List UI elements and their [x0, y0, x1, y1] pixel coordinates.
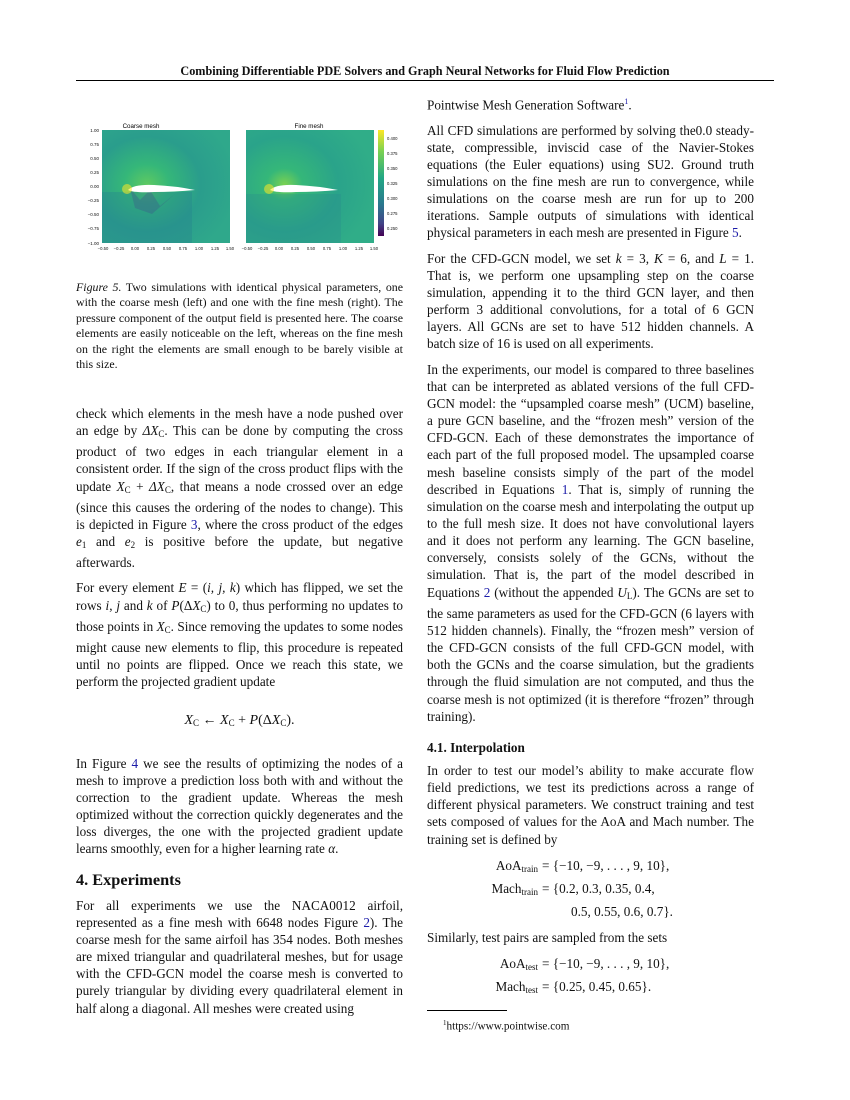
text: . That is, simply of running the simulation on the coarse mesh and interpolating the output up to the full mesh size. It does not have convolutional layers and it does not perform any learning. The GCN baseline, conversely, consists solely of the GCNs, without the simulation. That is, the part of the model described in Equations [427, 481, 755, 600]
fine-low-region [246, 194, 341, 243]
x-tick: 0.00 [130, 246, 140, 251]
text: ). The coarse mesh for the same airfoil has 354 nodes. Both meshes are mixed triangular and quadrilateral meshes, but for usage with the CFD-GCN model the coarse mesh is converted to purely triangular by dividing every quadrilateral element in half along a diagonal. All meshes were created using [76, 914, 404, 1016]
text: For the CFD-GCN model, we set [427, 250, 616, 266]
equation-test-sets: AoAtest = {−10, −9, . . . , 9, 10}, Machtest = {0.25, 0.45, 0.65}. [495, 955, 670, 995]
colorbar [378, 130, 384, 236]
paragraph: All CFD simulations are performed by solving the0.0 steady-state, compressible, inviscid case of the Navier-Stokes equations (the Euler equations) using SU2. Ground truth simulations on the fine mesh are run to convergence, while simulations on the coarse mesh are run for up to 200 iterations. Sample outputs of simulations with identical physical parameters in each mesh are presented in Figure 5. [427, 122, 754, 241]
figure-caption [76, 280, 403, 372]
x-tick: 0.00 [274, 246, 284, 251]
text: All CFD simulations are performed by solving the0.0 steady-state, compressible, inviscid case of the Navier-Stokes equations (the Euler equations) using SU2. Ground truth simulations on the fine mesh are run to convergence, while simulations on the coarse mesh are run for up to 200 iterations. Sample outputs of simulations with identical physical parameters in each mesh are presented in Figure [427, 122, 754, 241]
y-axis-ticks [88, 128, 100, 246]
figure-5 [80, 118, 405, 258]
x-tick: 1.00 [338, 246, 348, 251]
x-tick: 1.50 [369, 246, 379, 251]
x-tick: −0.25 [257, 246, 269, 251]
x-tick: −0.50 [241, 246, 253, 251]
colorbar-tick: 0.400 [387, 136, 398, 141]
figure-caption-text: Two simulations with identical physical parameters, one with the coarse mesh (left) and one with the fine mesh (right). The pressure component of the output field is presented here. The coarse elements are easily noticeable on the left, whereas on the fine mesh on the right the elements are small enough to be barely visible at this size. [76, 280, 404, 372]
panel-right-title: Fine mesh [294, 123, 324, 130]
equation-2-link[interactable]: 2 [483, 584, 491, 600]
text: and [120, 597, 147, 613]
x-tick: 1.25 [210, 246, 220, 251]
x-tick: 0.50 [306, 246, 316, 251]
y-tick: 1.00 [90, 128, 99, 133]
colorbar-tick: 0.275 [387, 211, 398, 216]
y-tick: −0.25 [87, 198, 99, 203]
paragraph: For the CFD-GCN model, we set k = 3, K = 6, and L = 1. That is, we perform one upsampling step on the coarse simulation, appending it to the third GCN layer, and then perform 3 additional convolutions, for a total of 6 GCN layers. All GCNs are set to have 512 hidden channels. A batch size of 16 is used on all experiments. [427, 250, 755, 352]
paragraph: Pointwise Mesh Generation Software$^1$. [427, 97, 632, 113]
y-tick: −0.50 [87, 212, 99, 217]
x-tick: 0.25 [146, 246, 156, 251]
text: For every element [76, 580, 179, 596]
stagnation-fine [264, 184, 274, 194]
x-tick: −0.25 [113, 246, 125, 251]
y-tick: 0.00 [90, 184, 99, 189]
y-tick: −1.00 [87, 241, 99, 246]
text: we see the results of optimizing the nodes of a mesh to improve a prediction loss both with and without the correction to the gradient update. Whereas the mesh optimized without the correction quickly degenerates and the loss diverges, the one with the projected gradient update learns smoothly, even for a higher learning rate [76, 755, 403, 857]
footnote [427, 1015, 754, 1036]
figure-3-link[interactable]: 3 [190, 516, 198, 532]
footnote-marker: 1 [443, 1018, 447, 1027]
x-tick: 0.50 [162, 246, 172, 251]
text: In order to test our model’s ability to make accurate flow field predictions, we test its predictions across a range of different physical parameters. We construct training and test sets composed of values for the AoA and Mach number. The training set is defined by [427, 763, 754, 847]
paragraph: For every element E = (i, j, k) which has flipped, we set the rows i, j and k of P(ΔXC) to 0, thus performing no updates to those points in XC. Since removing the updates to some nodes might cause new elements to flip, this procedure is repeated until no points are flipped. Once we reach this state, we perform the projected gradient update [76, 580, 404, 690]
section-heading: 4. Experiments [76, 870, 181, 890]
text: which has flipped, we set the rows [76, 580, 403, 613]
stagnation-coarse [122, 184, 132, 194]
x-tick: 0.75 [322, 246, 332, 251]
equation-1-link[interactable]: 1 [561, 481, 569, 497]
colorbar-tick: 0.300 [387, 196, 398, 201]
figure-2-link[interactable]: 2 [363, 914, 370, 930]
y-tick: 0.25 [90, 170, 99, 175]
colorbar-tick: 0.250 [387, 226, 398, 231]
text: check which elements in the mesh have a node pushed over an edge by [76, 406, 403, 439]
y-tick: −0.75 [87, 226, 99, 231]
running-title: Combining Differentiable PDE Solvers and Graph Neural Networks for Fluid Flow Prediction [180, 64, 670, 78]
paragraph: In the experiments, our model is compared to three baselines that can be interpreted as ablated versions of the full CFD-GCN model: the “upsampled coarse mesh” (UCM) baseline, a pure GCN baseline, and the “frozen mesh” version of the CFD-GCN. Each of these demonstrates the importance of each part of the full proposed model. The upsampled coarse mesh baseline consists simply of the part of the model described in Equations 1. That is, simply of running the simulation on the coarse mesh and interpolating the output up to the full mesh size. It does not have convolutional layers and it does not perform any learning. The GCN baseline, conversely, consists solely of the GCNs, without the simulation. That is, the part of the model described in Equations 2 (without the appended UL). The GCNs are set to the same parameters as used for the CFD-GCN (6 layers with 512 hidden channels). Finally, the “frozen mesh” version of the CFD-GCN consists of the full CFD-GCN model, with both the GCNs and the coarse simulation, but the gradients through the fluid simulation are not computed, and thus the coarse mesh is not optimized (it is therefore “frozen” through training). [427, 361, 755, 724]
y-tick: 0.75 [90, 142, 99, 147]
text: (without the appended [490, 584, 618, 600]
text: , that means a node crossed over an edge (since this causes the ordering of the nodes to change). This is depicted in Figure [76, 478, 404, 532]
x-axis-ticks-left [98, 246, 235, 251]
x-tick: 0.25 [290, 246, 300, 251]
paragraph [427, 762, 754, 848]
text: . This can be done by computing the cross product of two edges in each triangular element in a consistent order. If the sign of the cross product flips with the update [76, 423, 403, 494]
x-tick: 1.00 [194, 246, 204, 251]
footnote-1-link[interactable]: 1 [624, 97, 629, 106]
y-tick: 0.50 [90, 156, 99, 161]
text: to 0, thus performing no updates to those points in [76, 597, 404, 634]
colorbar-tick: 0.350 [387, 166, 398, 171]
panel-left-title: Coarse mesh [122, 123, 160, 130]
text: and [86, 534, 125, 550]
equation-train-sets: AoAtrain = {−10, −9, . . . , 9, 10}, Machtrain = {0.2, 0.3, 0.35, 0.4, 0.5, 0.55, 0.6, 0.7}. [491, 857, 673, 919]
text: of [152, 597, 172, 613]
footnote-url[interactable]: https://www.pointwise.com [446, 1020, 570, 1033]
x-tick: 0.75 [178, 246, 188, 251]
paragraph: In Figure 4 we see the results of optimizing the nodes of a mesh to improve a prediction loss both with and without the correction to the gradient update. Whereas the mesh optimized without the correction quickly degenerates and the loss diverges, the one with the projected gradient update learns smoothly, even for a higher learning rate α. [76, 755, 403, 857]
text: In the experiments, our model is compared to three baselines that can be interpreted as ablated versions of the full CFD-GCN model: the “upsampled coarse mesh” (UCM) baseline, a pure GCN baseline, and the “frozen mesh” version of the CFD-GCN. Each of these demonstrates the importance of each part of the full proposed model. The upsampled coarse mesh baseline consists simply of the part of the model described in Equations [427, 361, 754, 497]
text: For all experiments we use the NACA0012 airfoil, represented as a fine mesh with 6648 nodes Figure [76, 897, 403, 930]
x-tick: 1.25 [354, 246, 364, 251]
colorbar-tick: 0.375 [387, 151, 398, 156]
text: , where the cross product of the edges [197, 516, 403, 532]
colorbar-tick: 0.325 [387, 181, 398, 186]
equation-projected-update: XC ← XC + P(ΔXC). [184, 713, 295, 729]
header-rule [76, 80, 774, 81]
figure-caption-label: Figure 5. [76, 280, 122, 294]
paragraph: check which elements in the mesh have a node pushed over an edge by ΔXC. This can be done by computing the cross product of two edges in each triangular element in a consistent order. If the sign of the cross product flips with the update XC + ΔXC, that means a node crossed over an edge (since this causes the ordering of the nodes to change). This is depicted in Figure 3, where the cross product of the edges e1 and e2 is positive before the update, but negative afterwards. [76, 406, 404, 571]
colorbar-ticks [387, 136, 398, 231]
text: Similarly, test pairs are sampled from the sets [427, 929, 668, 945]
text: . Since removing the updates to some nodes might cause new elements to flip, this procedure is repeated until no points are flipped. Once we reach this state, we perform the projected gradient update [76, 618, 403, 690]
figure-5-link[interactable]: 5 [732, 225, 739, 241]
x-tick: −0.50 [97, 246, 109, 251]
text: is positive before the update, but negative afterwards. [76, 534, 403, 571]
x-tick: 1.50 [225, 246, 235, 251]
x-axis-ticks-right [242, 246, 379, 251]
paragraph [76, 897, 403, 1017]
text: In Figure [76, 755, 132, 771]
subsection-heading: 4.1. Interpolation [427, 739, 525, 755]
footnote-rule [427, 1010, 507, 1011]
left-column [76, 405, 403, 1025]
text: ). The GCNs are set to the same parameters as used for the CFD-GCN (6 layers with 512 hidden channels). Finally, the “frozen mesh” version of the CFD-GCN consists of the full CFD-GCN model, with both the GCNs and the coarse simulation, but the gradients through the fluid simulation are not computed, and thus the coarse mesh is not optimized (it is therefore “frozen” through training). [427, 584, 755, 724]
figure-5-plot [80, 118, 405, 258]
paragraph [427, 929, 754, 946]
right-column [427, 93, 754, 1036]
text: Pointwise Mesh Generation Software [427, 97, 625, 113]
figure-4-link[interactable]: 4 [131, 755, 139, 771]
text: . That is, we perform one upsampling step on the coarse simulation, appending it to the third GCN layer, and then perform 3 additional convolutions, for a total of 6 GCN layers. All GCNs are set to have 512 hidden channels. A batch size of 16 is used on all experiments. [427, 250, 755, 352]
